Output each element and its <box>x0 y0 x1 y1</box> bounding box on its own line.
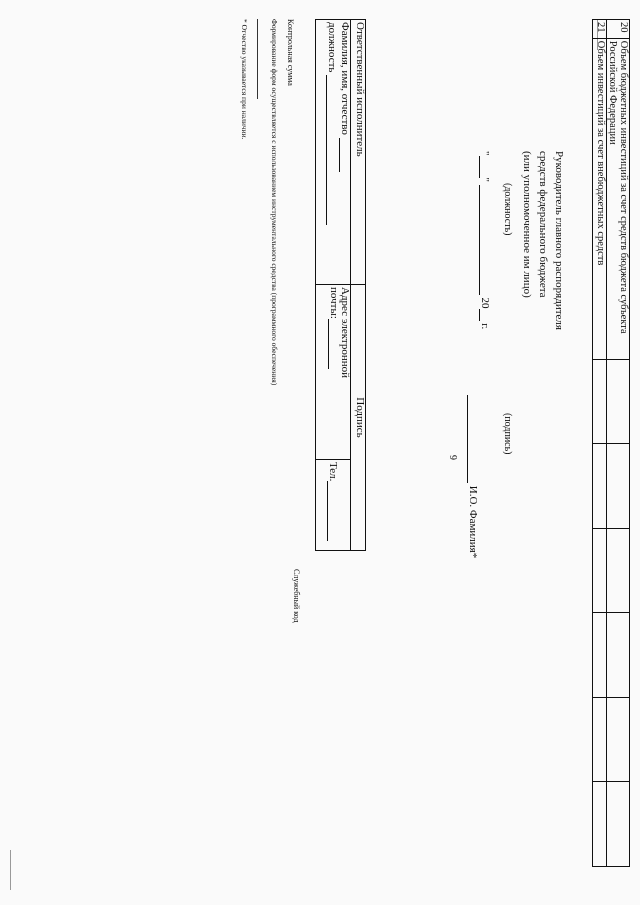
table-cell <box>593 444 607 529</box>
table-cell <box>593 613 607 698</box>
table-cell <box>607 359 630 444</box>
table-row <box>316 20 351 551</box>
table-cell <box>607 782 630 867</box>
table-cell <box>593 359 607 444</box>
rotated-content <box>10 3 630 883</box>
signature-line <box>467 395 478 558</box>
row-number: 20 <box>607 20 630 39</box>
table-cell <box>607 444 630 529</box>
executor-title: Ответственный исполнитель <box>351 20 366 285</box>
signature-caption: (подпись) <box>502 413 513 455</box>
page-number: 6 <box>449 455 460 460</box>
head-title-line3: (или уполномоченное им лицо) <box>521 151 533 298</box>
head-title-line2: средств федерального бюджета <box>537 151 549 298</box>
name-label: И.О. Фамилия* <box>467 485 479 559</box>
email-cell: Адрес электронной почты: <box>316 285 351 460</box>
table-cell <box>607 528 630 613</box>
table-cell <box>607 613 630 698</box>
phone-cell: Тел. <box>316 460 351 551</box>
table-row <box>593 20 607 867</box>
table-cell <box>593 697 607 782</box>
signature-header: Подпись <box>351 285 366 551</box>
date-line: "" 20 г. <box>479 151 491 330</box>
table-row <box>607 20 630 867</box>
table-cell <box>593 782 607 867</box>
row-label: Объем бюджетных инвестиций за счет средств бюджета субъекта Российской Федерации <box>607 38 630 359</box>
executor-table <box>315 19 366 551</box>
footnote-divider <box>257 19 258 99</box>
head-title-line1: Руководитель главного распорядителя <box>553 151 565 330</box>
service-code: Служебный код <box>292 569 301 623</box>
forming-note: Формирование форм осуществляется с использованием инструментального средства (программного обеспечения) <box>270 19 279 386</box>
footnote: * Отчество указывается при наличии. <box>240 19 249 140</box>
checksum-label: Контрольная сумма <box>286 19 295 86</box>
table-cell <box>607 697 630 782</box>
position-caption: (должность) <box>502 183 513 236</box>
row-label: Объем инвестиций за счет внебюджетных средств <box>593 38 607 359</box>
row-number: 21 <box>593 20 607 39</box>
table-row <box>351 20 366 551</box>
investments-table <box>592 19 630 867</box>
fio-cell: Фамилия, имя, отчество должность <box>316 20 351 285</box>
table-cell <box>593 528 607 613</box>
